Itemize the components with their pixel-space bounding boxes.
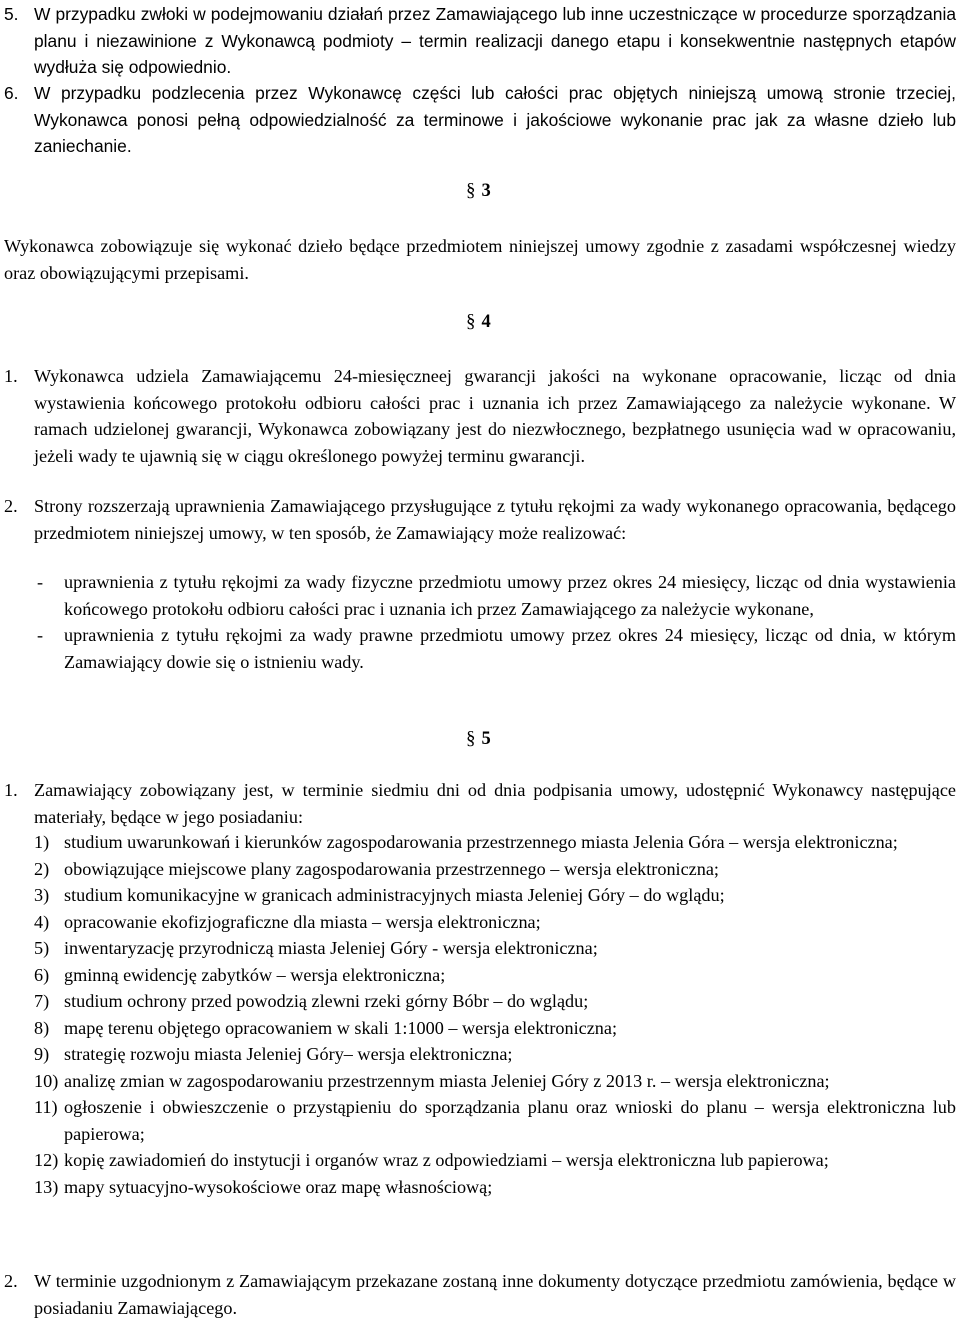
list-item-number: 5) xyxy=(34,938,50,958)
materials-list xyxy=(34,829,956,1200)
item-number: 1. xyxy=(4,780,18,800)
list-item xyxy=(34,569,956,622)
section-4-item-1 xyxy=(4,363,956,469)
section-symbol: § xyxy=(466,180,476,201)
item-text: Wykonawca udziela Zamawiającemu 24-miesięczneej gwarancji jakości na wykonane opracowanie, licząc od dnia wystawienia końcowego protokołu odbioru całości prac i uznania ich przez Zamawiającego za należycie wykonane. W ramach udzielonej gwarancji, Wykonawca zobowiązany jest do niezwłocznego, bezpłatnego usunięcia wad w opracowaniu, jeżeli wady te ujawnią się w ciągu określonego powyżej terminu gwarancji. xyxy=(34,366,956,466)
list-item-text: studium uwarunkowań i kierunków zagospodarowania przestrzennego miasta Jelenia Góra – wersja elektroniczna; xyxy=(64,832,898,852)
list-item-text: opracowanie ekofizjograficzne dla miasta – wersja elektroniczna; xyxy=(64,911,541,932)
list-item-text: uprawnienia z tytułu rękojmi za wady fizyczne przedmiotu umowy przez okres 24 miesięcy, licząc od dnia wystawienia końcowego protokołu odbioru całości prac i uznania ich przez Zamawiającego za należycie wykonane, xyxy=(64,572,956,619)
list-item-number: 4) xyxy=(34,911,50,932)
item-text: W terminie uzgodnionym z Zamawiającym przekazane zostaną inne dokumenty dotyczące przedmiotu zamówienia, będące w posiadaniu Zamawiającego. xyxy=(34,1271,956,1318)
list-item-number: 9) xyxy=(34,1044,50,1064)
list-item-number: 3) xyxy=(34,885,50,905)
item-number: 6. xyxy=(4,83,19,103)
section-number: 4 xyxy=(481,312,491,332)
section-5-item-2 xyxy=(4,1268,956,1321)
section-heading-3 xyxy=(466,180,491,202)
list-item-number: 1) xyxy=(34,832,50,852)
list-item xyxy=(34,1147,956,1174)
section-number: 5 xyxy=(481,729,491,749)
list-item-number: 10) xyxy=(34,1070,59,1091)
list-item-text: inwentaryzację przyrodniczą miasta Jeleniej Góry - wersja elektroniczna; xyxy=(64,938,598,958)
list-item-text: analizę zmian w zagospodarowaniu przestrzennym miasta Jeleniej Góry z 2013 r. – wersja elektroniczna; xyxy=(64,1070,830,1091)
list-item xyxy=(34,1094,956,1147)
list-item-number: 11) xyxy=(34,1097,58,1117)
list-item-number: 7) xyxy=(34,991,50,1011)
list-item-text: uprawnienia z tytułu rękojmi za wady prawne przedmiotu umowy przez okres 24 miesięcy, licząc od dnia, w którym Zamawiający dowie się o istnieniu wady. xyxy=(64,625,956,672)
list-item-text: strategię rozwoju miasta Jeleniej Góry– wersja elektroniczna; xyxy=(64,1044,513,1064)
warranty-rights-list xyxy=(34,569,956,675)
list-item xyxy=(34,622,956,675)
list-item-text: studium komunikacyjne w granicach administracyjnych miasta Jeleniej Góry – do wglądu; xyxy=(64,885,725,905)
list-item-number: 8) xyxy=(34,1017,50,1038)
item-number: 5. xyxy=(4,4,19,24)
list-item-number: 13) xyxy=(34,1176,59,1197)
list-item xyxy=(34,1015,956,1042)
item-text: W przypadku podzlecenia przez Wykonawcę części lub całości prac objętych niniejszą umową stronie trzeciej, Wykonawca ponosi pełną odpowiedzialność za terminowe i jakościowe wykonanie prac jak za własne dzieło lub zaniechanie. xyxy=(34,83,956,156)
list-item-text: gminną ewidencję zabytków – wersja elektroniczna; xyxy=(64,964,446,985)
list-item-number: 12) xyxy=(34,1150,59,1170)
list-item-text: kopię zawiadomień do instytucji i organów wraz z odpowiedziami – wersja elektroniczna lub papierowa; xyxy=(64,1150,829,1170)
list-item xyxy=(34,856,956,883)
section-number: 3 xyxy=(481,181,491,201)
section-4-item-2 xyxy=(4,493,956,546)
item-number: 2. xyxy=(4,1271,18,1291)
list-item xyxy=(34,882,956,909)
list-item xyxy=(34,988,956,1015)
list-item-text: mapy sytuacyjno-wysokościowe oraz mapę własnościową; xyxy=(64,1176,493,1197)
item-text: W przypadku zwłoki w podejmowaniu działań przez Zamawiającego lub inne uczestniczące w procedurze sporządzania planu i niezawinione z Wykonawcą podmioty – termin realizacji danego etapu i konsekwentnie następnych etapów wydłuża się odpowiednio. xyxy=(34,4,956,77)
list-item-text: mapę terenu objętego opracowaniem w skali 1:1000 – wersja elektroniczna; xyxy=(64,1017,618,1038)
item-number: 2. xyxy=(4,496,18,516)
item-number: 1. xyxy=(4,366,18,386)
section-heading-5 xyxy=(466,728,491,750)
section-heading-4 xyxy=(466,311,491,333)
item-text: Strony rozszerzają uprawnienia Zamawiającego przysługujące z tytułu rękojmi za wady wykonanego opracowania, będącego przedmiotem niniejszej umowy, w ten sposób, że Zamawiający może realizować: xyxy=(34,496,956,543)
item-text: Zamawiający zobowiązany jest, w terminie siedmiu dni od dnia podpisania umowy, udostępnić Wykonawcy następujące materiały, będące w jego posiadaniu: xyxy=(34,780,956,827)
paragraph-item-6 xyxy=(4,80,956,160)
list-item-number: 6) xyxy=(34,964,50,985)
list-item xyxy=(34,829,956,856)
section-3-text: Wykonawca zobowiązuje się wykonać dzieło będące przedmiotem niniejszej umowy zgodnie z zasadami współczesnej wiedzy oraz obowiązującymi przepisami. xyxy=(4,236,956,283)
section-symbol: § xyxy=(466,728,476,749)
list-item xyxy=(34,1174,956,1201)
section-5-item-1 xyxy=(4,777,956,830)
dash-marker: - xyxy=(37,572,44,592)
list-item xyxy=(34,1068,956,1095)
list-item xyxy=(34,962,956,989)
list-item-text: studium ochrony przed powodzią zlewni rzeki górny Bóbr – do wglądu; xyxy=(64,991,589,1011)
list-item xyxy=(34,935,956,962)
list-item xyxy=(34,909,956,936)
list-item-number: 2) xyxy=(34,858,50,879)
list-item xyxy=(34,1041,956,1068)
list-item-text: ogłoszenie i obwieszczenie o przystąpieniu do sporządzania planu oraz wnioski do planu – wersja elektroniczna lub papierowa; xyxy=(64,1097,956,1144)
list-item-text: obowiązujące miejscowe plany zagospodarowania przestrzennego – wersja elektroniczna; xyxy=(64,858,719,879)
paragraph-item-5 xyxy=(4,1,956,81)
section-symbol: § xyxy=(466,311,476,332)
dash-marker: - xyxy=(37,625,44,645)
